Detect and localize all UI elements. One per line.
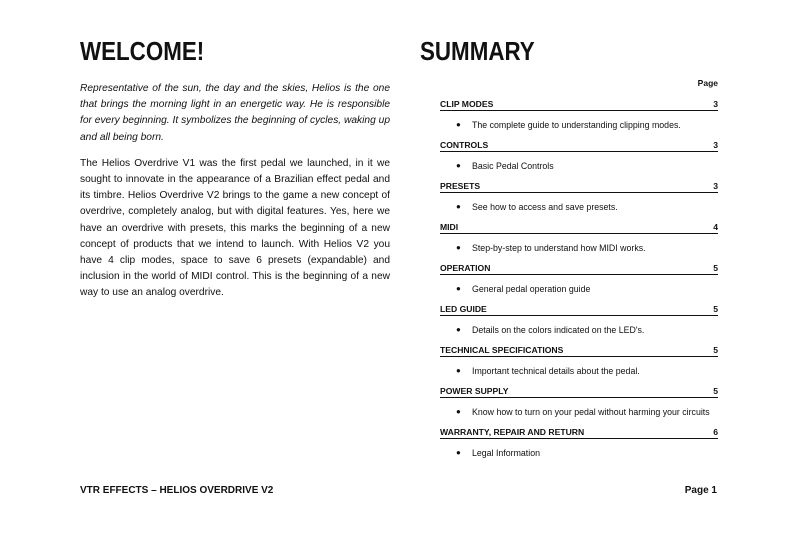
bullet-icon: ● — [456, 284, 461, 293]
toc-entry — [440, 345, 718, 386]
toc-entry-heading[interactable] — [440, 222, 718, 234]
toc-entry-description — [456, 406, 718, 418]
toc-entry-page: 5 — [713, 386, 718, 396]
welcome-title: WELCOME! — [80, 36, 205, 66]
toc-page-header: Page — [697, 78, 718, 88]
toc-entry-page: 5 — [713, 263, 718, 273]
summary-title: SUMMARY — [420, 36, 535, 66]
toc-entry — [440, 222, 718, 263]
bullet-icon: ● — [456, 120, 461, 129]
toc-entry — [440, 263, 718, 304]
toc-entry-heading[interactable] — [440, 345, 718, 357]
toc-entry-description — [456, 160, 718, 172]
bullet-icon: ● — [456, 243, 461, 252]
toc-entry-desc-text: Step-by-step to understand how MIDI works. — [472, 243, 646, 253]
toc-entry-desc-text: The complete guide to understanding clipping modes. — [472, 120, 681, 130]
toc-entry-desc-text: Basic Pedal Controls — [472, 161, 554, 171]
toc-entry-page: 6 — [713, 427, 718, 437]
toc-entry-title: TECHNICAL SPECIFICATIONS — [440, 345, 564, 355]
footer-page-number: Page 1 — [684, 485, 717, 496]
bullet-icon: ● — [456, 448, 461, 457]
toc-entry-page: 4 — [713, 222, 718, 232]
toc-entry-title: CONTROLS — [440, 140, 489, 150]
welcome-section — [80, 36, 390, 302]
toc-entry — [440, 99, 718, 140]
bullet-icon: ● — [456, 325, 461, 334]
toc-entry-heading[interactable] — [440, 140, 718, 152]
toc-entry-title: CLIP MODES — [440, 99, 494, 109]
toc-entry-description — [456, 365, 718, 377]
toc-entry-heading[interactable] — [440, 99, 718, 111]
toc-entry-page: 3 — [713, 181, 718, 191]
toc-entry-description — [456, 447, 718, 459]
toc-entry-heading[interactable] — [440, 263, 718, 275]
welcome-body: The Helios Overdrive V1 was the first pedal we launched, in it we sought to innovate in the appearance of a Brazilian effect pedal and its timbre. Helios Overdrive V2 brings to the game a new concept of overdrive, completely analog, but with digital features. Yes, here we have an overdrive with presets, this marks the beginning of a new concept of products that we intend to launch. With Helios V2 you have 4 clip modes, space to save 6 presets (expandable) and inclusion in the world of MIDI control. This is the beginning of a new way to use an analog overdrive. — [80, 157, 390, 299]
summary-section — [420, 36, 720, 67]
bullet-icon: ● — [456, 161, 461, 170]
toc-entry — [440, 140, 718, 181]
toc-entry-title: OPERATION — [440, 263, 491, 273]
toc-entry-title: POWER SUPPLY — [440, 386, 509, 396]
toc-entry-description — [456, 283, 718, 295]
toc-entry-page: 5 — [713, 345, 718, 355]
toc-entry-desc-text: Details on the colors indicated on the LED's. — [472, 325, 645, 335]
toc-entry-description — [456, 324, 718, 336]
toc-entry-description — [456, 119, 718, 131]
bullet-icon: ● — [456, 202, 461, 211]
toc-entry — [440, 427, 718, 468]
table-of-contents — [440, 99, 718, 468]
toc-entry-desc-text: Legal Information — [472, 448, 540, 458]
toc-entry-title: MIDI — [440, 222, 459, 232]
toc-entry-title: WARRANTY, REPAIR AND RETURN — [440, 427, 585, 437]
toc-entry-page: 3 — [713, 140, 718, 150]
toc-entry-heading[interactable] — [440, 304, 718, 316]
toc-entry-page: 3 — [713, 99, 718, 109]
toc-entry — [440, 304, 718, 345]
toc-entry-desc-text: Know how to turn on your pedal without harming your circuits — [472, 407, 710, 417]
toc-entry — [440, 181, 718, 222]
welcome-intro: Representative of the sun, the day and the skies, Helios is the one that brings the morning light in an energetic way. He is responsible for every beginning. It symbolizes the beginning of cycles, waking up and all being born. — [80, 83, 390, 143]
bullet-icon: ● — [456, 407, 461, 416]
toc-entry-desc-text: Important technical details about the pedal. — [472, 366, 640, 376]
footer-title: VTR EFFECTS – HELIOS OVERDRIVE V2 — [80, 485, 274, 496]
toc-entry-desc-text: See how to access and save presets. — [472, 202, 618, 212]
toc-entry-desc-text: General pedal operation guide — [472, 284, 591, 294]
toc-entry-description — [456, 201, 718, 213]
toc-entry-heading[interactable] — [440, 181, 718, 193]
toc-entry-page: 5 — [713, 304, 718, 314]
toc-entry-description — [456, 242, 718, 254]
toc-entry-heading[interactable] — [440, 386, 718, 398]
toc-entry-heading[interactable] — [440, 427, 718, 439]
toc-entry — [440, 386, 718, 427]
toc-entry-title: PRESETS — [440, 181, 481, 191]
toc-entry-title: LED GUIDE — [440, 304, 487, 314]
bullet-icon: ● — [456, 366, 461, 375]
